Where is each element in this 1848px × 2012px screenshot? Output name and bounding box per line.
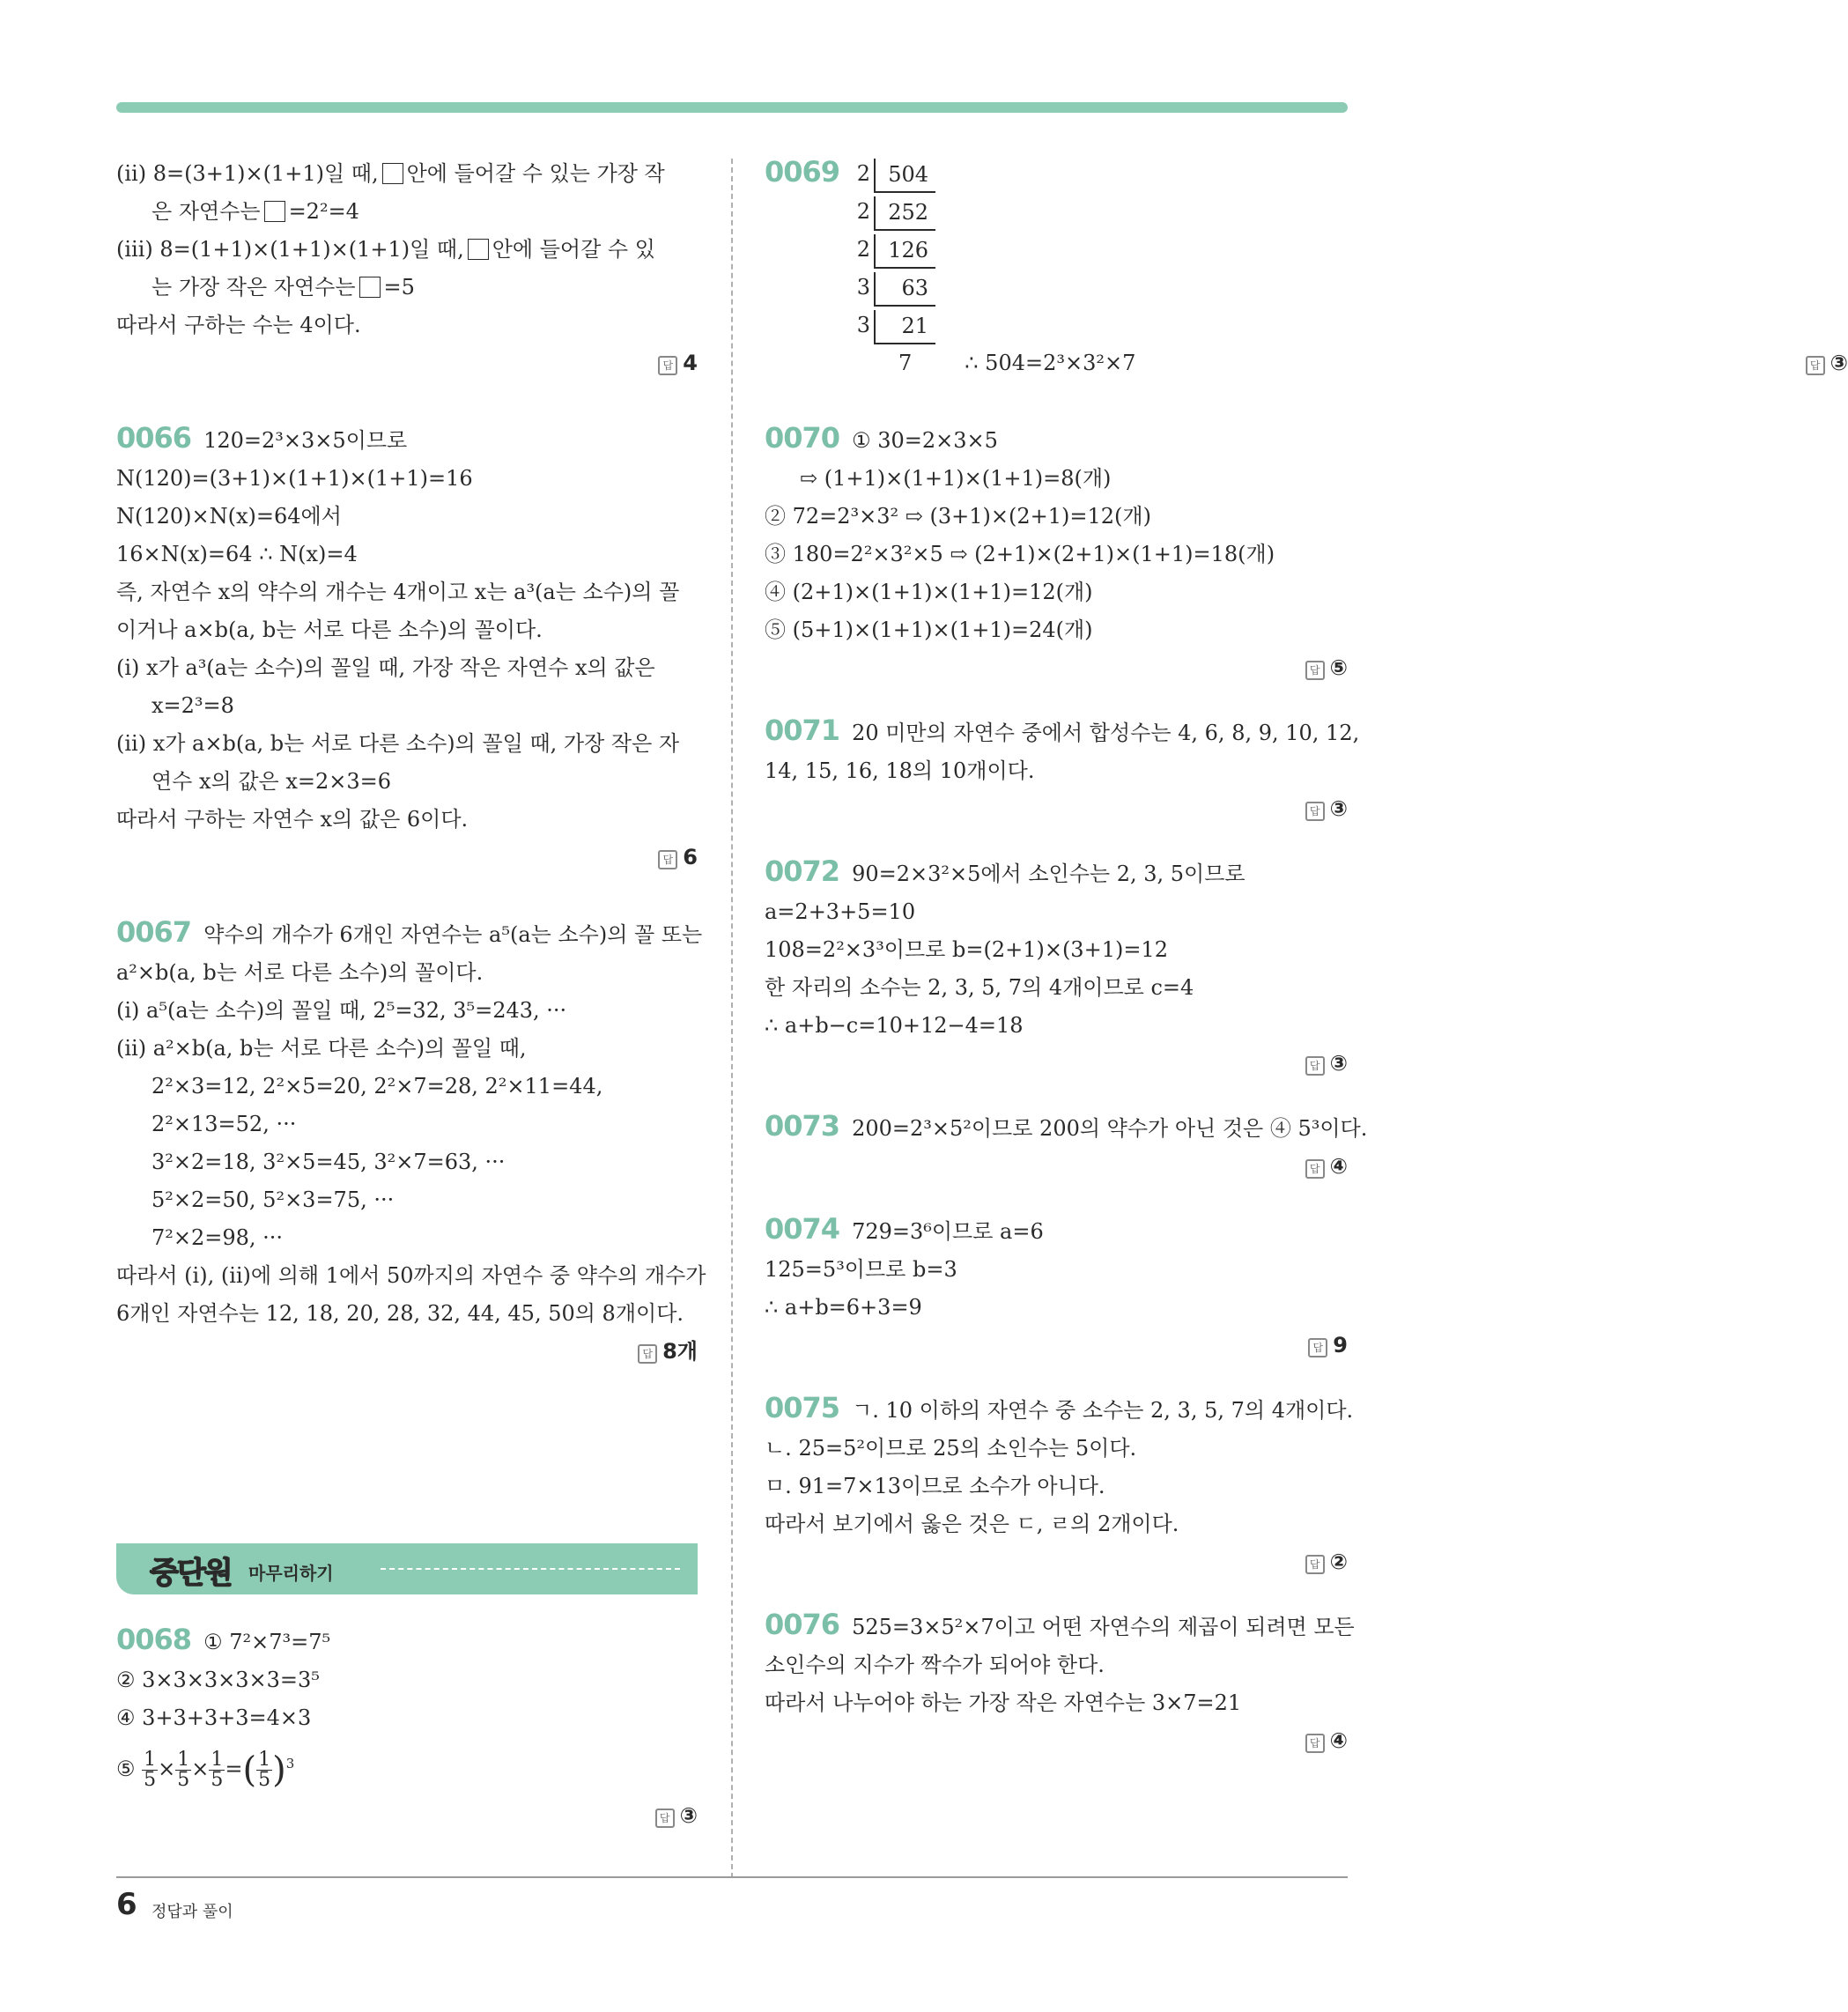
problem-number: 0071 — [765, 714, 840, 747]
top-accent-bar — [116, 102, 1348, 113]
answer-0072: 답 ③ — [765, 1045, 1348, 1083]
footer-rule — [116, 1876, 1348, 1878]
fraction: $\frac{1}{5}$ — [144, 1749, 157, 1791]
problem-0070: 0070 ① 30=2×3×5 ⇨ (1+1)×(1+1)×(1+1)=8(개) ② 72=2³×3² ⇨ (3+1)×(2+1)=12(개) ③ 180=2²×3²×5 ⇨ (2+1)×(2+1)×(1+1)=18(개) ④ (2+1)×(1+1)×(1+1)=12(개) ⑤ (5+1)×(1+1)×(1+1)=24(개) 답 ⑤ — [765, 419, 1348, 687]
blank-box — [468, 239, 489, 260]
fraction-line: ⑤ $\frac{1}{5}$ × $\frac{1}{5}$ × $\frac{1}{5}$ =( $\frac{1}{5}$ )$^3$ — [116, 1749, 295, 1791]
problem-0066: 0066 120=2³×3×5이므로 N(120)=(3+1)×(1+1)×(1+1)=16 N(120)×N(x)=64에서 16×N(x)=64 ∴ N(x)=4 즉, 자연수 x의 약수의 개수는 4개이고 x는 a³(a는 소수)의 꼴 이거나 a×b(a, b는 서로 다른 소수)의 꼴이다. (ⅰ) x가 a³(a는 소수)의 꼴일 때, 가장 작은 자연수 x의 값은 x=2³=8 (ⅱ) x가 a×b(a, b는 서로 다른 소수)의 꼴일 때, 가장 작은 자 연수 x의 값은 x=2×3=6 따라서 구하는 자연수 x의 값은 6이다. 답 6 — [116, 419, 698, 877]
problem-0076: 0076 525=3×5²×7이고 어떤 자연수의 제곱이 되려면 모든 소인수의 지수가 짝수가 되어야 한다. 따라서 나누어야 하는 가장 작은 자연수는 3×7=21 답 ④ — [765, 1606, 1348, 1760]
answer-0068: 답 ③ — [116, 1797, 698, 1835]
left-column — [116, 155, 706, 1835]
right-column — [765, 155, 1848, 1760]
problem-number: 0076 — [765, 1608, 840, 1641]
problem-number: 0066 — [116, 421, 192, 455]
answer-0065: 답 4 — [116, 344, 698, 382]
problem-0074: 0074 729=3⁶이므로 a=6 125=5³이므로 b=3 ∴ a+b=6+3=9 답 9 — [765, 1210, 1348, 1365]
answer-icon: 답 — [1806, 356, 1825, 375]
blank-box — [359, 277, 381, 298]
answer-0069: 답 ③ — [1806, 344, 1848, 382]
answer-icon: 답 — [1305, 661, 1325, 680]
answer-icon: 답 — [1305, 1159, 1325, 1179]
blank-box — [382, 163, 403, 184]
problem-number: 0072 — [765, 854, 840, 888]
problem-number: 0067 — [116, 915, 192, 949]
problem-number: 0068 — [116, 1623, 192, 1656]
fraction: $\frac{1}{5}$ — [177, 1749, 190, 1791]
page-number: 6 — [116, 1887, 137, 1922]
answer-0067: 답 8개 — [116, 1333, 698, 1371]
problem-number: 0069 — [765, 155, 840, 189]
answer-icon: 답 — [1305, 1056, 1325, 1076]
prime-factorization-ladder: 2 504 2 252 2 126 3 63 3 21 7 ∴ 504=2³×3²×7 답 ③ — [847, 155, 1348, 382]
problem-0075: 0075 ㄱ. 10 이하의 자연수 중 소수는 2, 3, 5, 7의 4개이다. ㄴ. 25=5²이므로 25의 소인수는 5이다. ㅁ. 91=7×13이므로 소수가 아니다. 따라서 보기에서 옳은 것은 ㄷ, ㄹ의 2개이다. 답 ② — [765, 1389, 1348, 1581]
footer-label: 정답과 풀이 — [152, 1903, 233, 1921]
answer-icon: 답 — [1308, 1338, 1327, 1357]
problem-0071: 0071 20 미만의 자연수 중에서 합성수는 4, 6, 8, 9, 10, 12, 14, 15, 16, 18의 10개이다. 답 ③ — [765, 712, 1348, 828]
answer-icon: 답 — [1305, 802, 1325, 821]
answer-0073: 답 ④ — [765, 1148, 1348, 1186]
problem-0068: 0068 ① 7²×7³=7⁵ ② 3×3×3×3×3=3⁵ ④ 3+3+3+3=4×3 ⑤ $\frac{1}{5}$ × $\frac{1}{5}$ × $\frac{1}{5}$ =( $\frac{1}{5}$ )$^3$ 답 ③ — [116, 1621, 698, 1835]
section-title: 중단원 — [150, 1556, 232, 1591]
answer-icon: 답 — [638, 1344, 657, 1364]
problem-number: 0070 — [765, 421, 840, 455]
problem-number: 0074 — [765, 1212, 840, 1246]
answer-icon: 답 — [1305, 1734, 1325, 1753]
answer-icon: 답 — [658, 850, 677, 869]
problem-0069 — [765, 155, 1848, 382]
problem-0072: 0072 90=2×3²×5에서 소인수는 2, 3, 5이므로 a=2+3+5=10 108=2²×3³이므로 b=(2+1)×(3+1)=12 한 자리의 소수는 2, 3, 5, 7의 4개이므로 c=4 ∴ a+b−c=10+12−4=18 답 ③ — [765, 853, 1348, 1083]
problem-0065-continued: (ⅱ) 8=(3+1)×(1+1)일 때, 안에 들어갈 수 있는 가장 작 은 자연수는 =2²=4 (ⅲ) 8=(1+1)×(1+1)×(1+1)일 때, 안에 들어갈 수 있 는 가장 작은 자연수는 =5 따라서 구하는 수는 4이다. 답 4 — [116, 155, 698, 382]
section-subtitle: 마무리하기 — [248, 1563, 334, 1584]
fraction: $\frac{1}{5}$ — [211, 1749, 224, 1791]
answer-0076: 답 ④ — [765, 1722, 1348, 1760]
section-dashed-line — [381, 1568, 680, 1570]
answer-icon: 답 — [1305, 1555, 1325, 1574]
answer-0066: 답 6 — [116, 839, 698, 877]
answer-icon: 답 — [658, 356, 677, 375]
problem-0067: 0067 약수의 개수가 6개인 자연수는 a⁵(a는 소수)의 꼴 또는 a²×b(a, b는 서로 다른 소수)의 꼴이다. (ⅰ) a⁵(a는 소수)의 꼴일 때, 2⁵=32, 3⁵=243, ··· (ⅱ) a²×b(a, b는 서로 다른 소수)의 꼴일 때, 2²×3=12, 2²×5=20, 2²×7=28, 2²×11=44, 2²×13=52, ··· 3²×2=18, 3²×5=45, 3²×7=63, ··· 5²×2=50, 5²×3=75, ··· 7²×2=98, ··· 따라서 (ⅰ), (ⅱ)에 의해 1에서 50까지의 자연수 중 약수의 개수가 6개인 자연수는 12, 18, 20, 28, 32, 44, 45, 50의 8개이다. 답 8개 — [116, 914, 698, 1371]
blank-box — [264, 201, 285, 222]
fraction: $\frac{1}{5}$ — [258, 1749, 271, 1791]
problem-number: 0073 — [765, 1109, 840, 1143]
section-header — [116, 1543, 698, 1594]
answer-0071: 답 ③ — [765, 790, 1348, 828]
answer-0074: 답 9 — [765, 1327, 1348, 1365]
answer-0070: 답 ⑤ — [765, 649, 1348, 687]
problem-number: 0075 — [765, 1391, 840, 1424]
answer-icon: 답 — [655, 1809, 675, 1828]
answer-0075: 답 ② — [765, 1543, 1348, 1581]
column-divider — [731, 159, 733, 1878]
problem-0073: 0073 200=2³×5²이므로 200의 약수가 아닌 것은 ④ 5³이다. 답 ④ — [765, 1107, 1348, 1186]
